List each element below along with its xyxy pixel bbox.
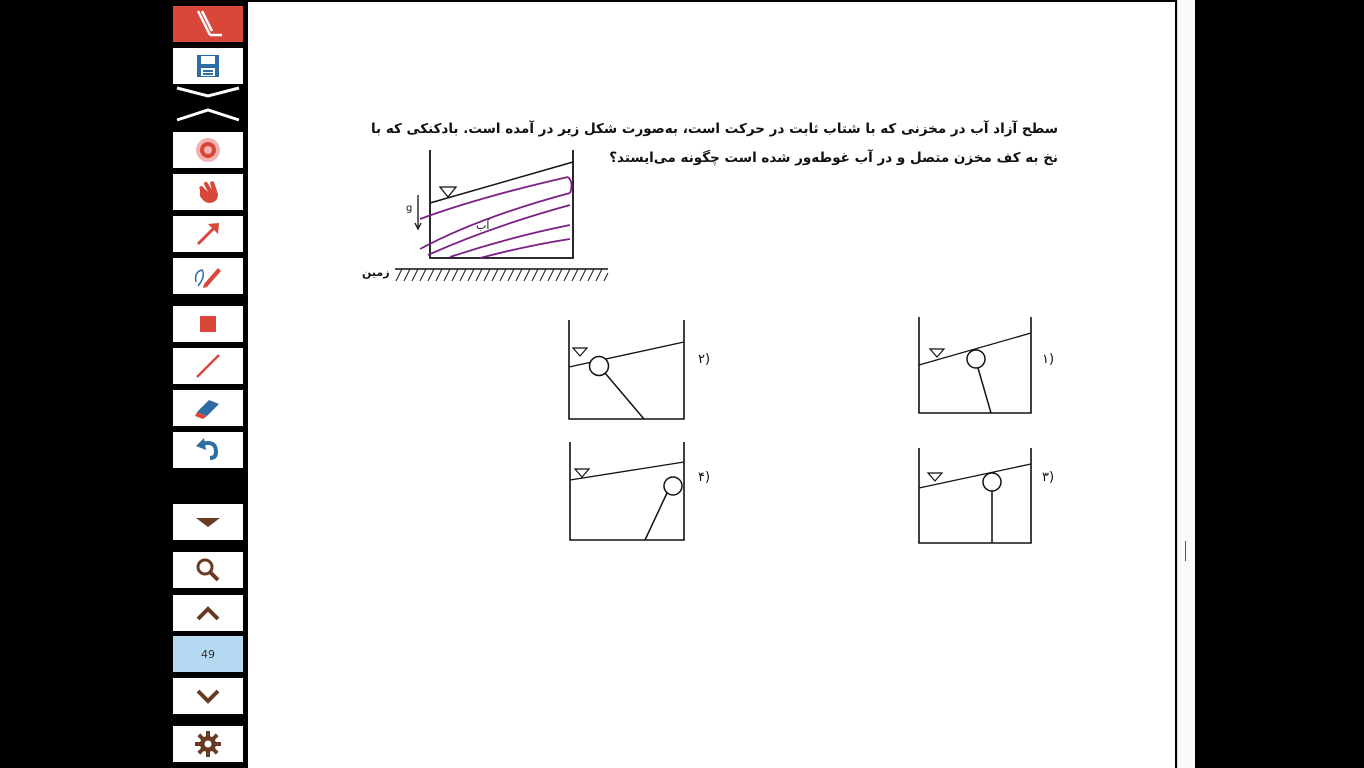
- option-3-label: ۳): [1042, 470, 1055, 485]
- previous-page-button[interactable]: [173, 595, 243, 631]
- search-icon: [195, 557, 221, 583]
- option-4-figure: [565, 440, 690, 544]
- search-button[interactable]: [173, 552, 243, 588]
- freehand-tool-button[interactable]: [173, 258, 243, 294]
- option-4-label: ۴): [698, 470, 711, 485]
- handwritten-annotation: [420, 177, 572, 258]
- option-1-figure: [915, 315, 1040, 417]
- option-3-figure: [915, 446, 1040, 546]
- right-scroll-panel[interactable]: [1177, 0, 1195, 768]
- hand-tool-button[interactable]: [173, 174, 243, 210]
- dropdown-button[interactable]: [173, 504, 243, 540]
- water-label: آب: [476, 219, 490, 232]
- option-2-label: ۲): [698, 352, 711, 367]
- dropdown-icon: [194, 515, 222, 529]
- chevron-down-icon: [195, 687, 221, 705]
- record-icon: [194, 136, 222, 164]
- eraser-icon: [193, 396, 223, 420]
- arrow-tool-button[interactable]: [173, 216, 243, 252]
- record-button[interactable]: [173, 132, 243, 168]
- next-page-button[interactable]: [173, 678, 243, 714]
- pen-tool-button[interactable]: [173, 6, 243, 42]
- question-text: سطح آزاد آب در مخزنی که با شتاب ثابت در حرکت است، به‌صورت شکل زیر در آمده است. بادکنکی که با نخ به کف مخزن متصل و در آب غوطه‌ور شده است چگونه می‌ایستد؟: [370, 121, 1058, 166]
- save-icon: [195, 53, 221, 79]
- save-button[interactable]: [173, 48, 243, 84]
- annotation-toolbar: [173, 0, 244, 768]
- line-tool-button[interactable]: [173, 348, 243, 384]
- rectangle-icon: [198, 314, 218, 334]
- page-number-box[interactable]: [173, 636, 243, 672]
- collapse-icon: [173, 86, 243, 124]
- gravity-label: g: [406, 203, 413, 214]
- line-icon: [193, 351, 223, 381]
- arrow-icon: [194, 220, 222, 248]
- option-1-label: ۱): [1042, 352, 1055, 367]
- hand-icon: [194, 178, 222, 206]
- settings-button[interactable]: [173, 726, 243, 762]
- ground-label: زمین: [362, 266, 390, 279]
- undo-icon: [194, 438, 222, 462]
- gear-icon: [194, 730, 222, 758]
- undo-button[interactable]: [173, 432, 243, 468]
- rectangle-tool-button[interactable]: [173, 306, 243, 342]
- page-number: 49: [201, 647, 215, 661]
- eraser-tool-button[interactable]: [173, 390, 243, 426]
- option-2-figure: [565, 318, 690, 422]
- tank-figure: [360, 145, 620, 290]
- chevron-up-icon: [195, 604, 221, 622]
- freehand-icon: [192, 262, 224, 290]
- pen-tool-icon: [188, 9, 228, 39]
- collapse-toolbar-button[interactable]: [173, 86, 243, 124]
- text-cursor: [1185, 541, 1186, 561]
